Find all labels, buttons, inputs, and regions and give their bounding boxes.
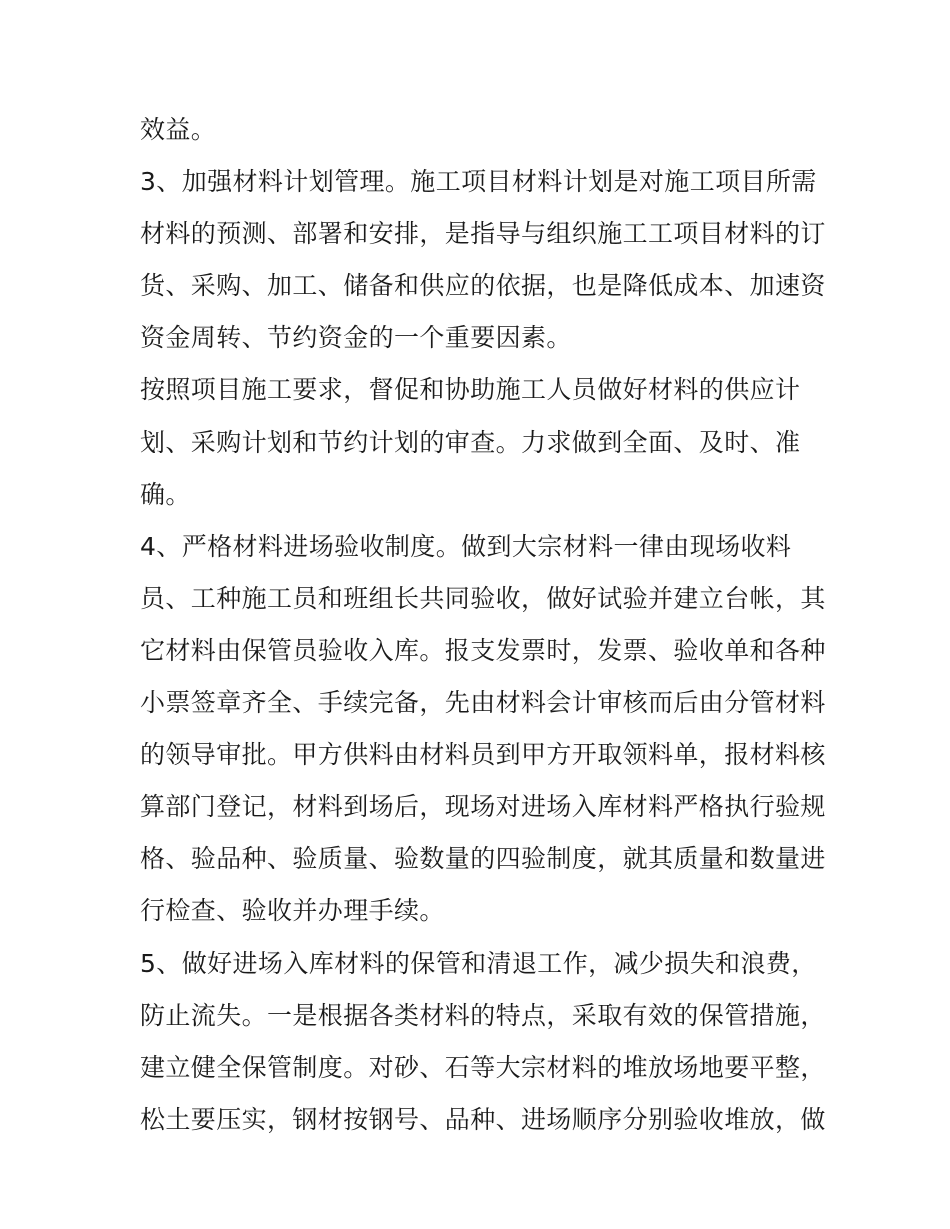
text-line: 资金周转、节约资金的一个重要因素。 — [140, 323, 572, 353]
document-body — [140, 104, 826, 1146]
text-line: 小票签章齐全、手续完备，先由材料会计审核而后由分管材料 — [140, 688, 826, 718]
text-line: 货、采购、加工、储备和供应的依据，也是降低成本、加速资 — [140, 271, 826, 301]
text-line: 员、工种施工员和班组长共同验收，做好试验并建立台帐，其 — [140, 583, 826, 613]
text-line: 格、验品种、验质量、验数量的四验制度，就其质量和数量进 — [140, 844, 826, 874]
text-line: 材料的预测、部署和安排，是指导与组织施工工项目材料的订 — [140, 219, 826, 249]
text-line: 5、做好进场入库材料的保管和清退工作，减少损失和浪费， — [140, 948, 817, 978]
text-line: 松土要压实，钢材按钢号、品种、进场顺序分别验收堆放，做 — [140, 1104, 826, 1134]
text-line: 行检查、验收并办理手续。 — [140, 896, 445, 926]
text-line: 效益。 — [140, 115, 217, 144]
text-line: 4、严格材料进场验收制度。做到大宗材料一律由现场收料 — [140, 531, 792, 561]
text-line: 算部门登记，材料到场后，现场对进场入库材料严格执行验规 — [140, 792, 826, 822]
text-line: 3、加强材料计划管理。施工项目材料计划是对施工项目所需 — [140, 167, 817, 197]
text-line: 的领导审批。甲方供料由材料员到甲方开取领料单，报材料核 — [140, 740, 826, 770]
text-line: 按照项目施工要求，督促和协助施工人员做好材料的供应计 — [140, 375, 801, 405]
text-line: 防止流失。一是根据各类材料的特点，采取有效的保管措施， — [140, 1000, 826, 1030]
text-line: 建立健全保管制度。对砂、石等大宗材料的堆放场地要平整， — [140, 1052, 826, 1082]
text-line: 它材料由保管员验收入库。报支发票时，发票、验收单和各种 — [140, 635, 826, 665]
text-line: 确。 — [140, 479, 191, 509]
text-line: 划、采购计划和节约计划的审查。力求做到全面、及时、准 — [140, 427, 801, 457]
